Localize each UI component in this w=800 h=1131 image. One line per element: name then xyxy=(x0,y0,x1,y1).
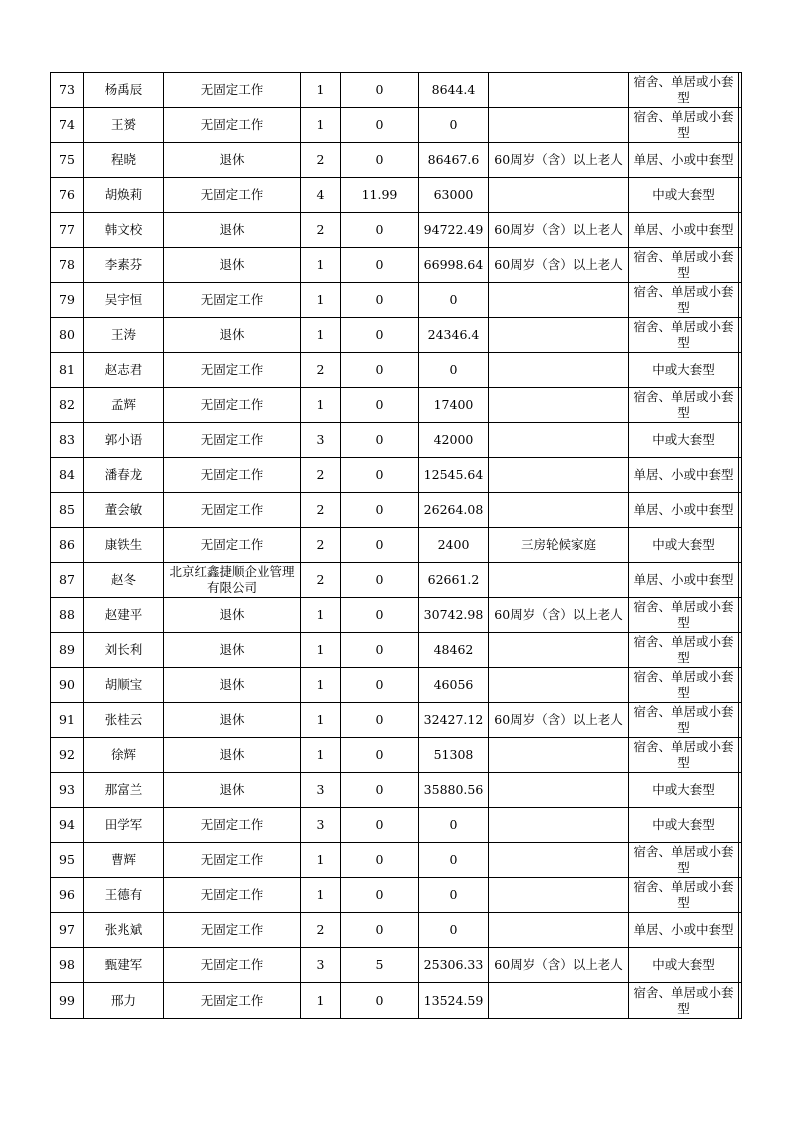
remarks-cell xyxy=(739,213,742,248)
row-number-cell: 87 xyxy=(51,563,84,598)
priority-note-cell xyxy=(489,668,629,703)
remarks-cell xyxy=(739,913,742,948)
table-row xyxy=(51,213,742,248)
remarks-cell xyxy=(739,773,742,808)
housing-type-cell: 单居、小或中套型 xyxy=(629,143,739,178)
household-members-cell: 1 xyxy=(301,983,341,1019)
applicant-name-cell: 邢力 xyxy=(84,983,164,1019)
housing-area-cell: 0 xyxy=(341,703,419,738)
row-number-cell: 85 xyxy=(51,493,84,528)
row-number-cell: 96 xyxy=(51,878,84,913)
applicant-name-cell: 刘长利 xyxy=(84,633,164,668)
housing-area-cell: 0 xyxy=(341,143,419,178)
row-number-cell: 98 xyxy=(51,948,84,983)
row-number-cell: 84 xyxy=(51,458,84,493)
priority-note-cell xyxy=(489,773,629,808)
annual-income-cell: 46056 xyxy=(419,668,489,703)
household-members-cell: 3 xyxy=(301,948,341,983)
row-number-cell: 73 xyxy=(51,73,84,108)
remarks-cell xyxy=(739,318,742,353)
employment-status-cell: 退休 xyxy=(164,248,301,283)
remarks-cell xyxy=(739,388,742,423)
housing-type-cell: 单居、小或中套型 xyxy=(629,563,739,598)
remarks-cell xyxy=(739,143,742,178)
table-row xyxy=(51,738,742,773)
applicant-name-cell: 赵志君 xyxy=(84,353,164,388)
remarks-cell xyxy=(739,598,742,633)
annual-income-cell: 2400 xyxy=(419,528,489,563)
remarks-cell xyxy=(739,843,742,878)
housing-area-cell: 0 xyxy=(341,738,419,773)
applicant-table xyxy=(50,72,742,1019)
housing-area-cell: 0 xyxy=(341,213,419,248)
row-number-cell: 95 xyxy=(51,843,84,878)
priority-note-cell xyxy=(489,458,629,493)
table-row xyxy=(51,563,742,598)
housing-type-cell: 中或大套型 xyxy=(629,178,739,213)
employment-status-cell: 退休 xyxy=(164,143,301,178)
housing-type-cell: 中或大套型 xyxy=(629,528,739,563)
row-number-cell: 80 xyxy=(51,318,84,353)
housing-area-cell: 11.99 xyxy=(341,178,419,213)
housing-type-cell: 单居、小或中套型 xyxy=(629,913,739,948)
applicant-name-cell: 徐辉 xyxy=(84,738,164,773)
priority-note-cell xyxy=(489,318,629,353)
household-members-cell: 3 xyxy=(301,808,341,843)
applicant-name-cell: 甄建军 xyxy=(84,948,164,983)
remarks-cell xyxy=(739,808,742,843)
housing-type-cell: 宿舍、单居或小套型 xyxy=(629,283,739,318)
housing-area-cell: 0 xyxy=(341,878,419,913)
household-members-cell: 1 xyxy=(301,283,341,318)
housing-type-cell: 宿舍、单居或小套型 xyxy=(629,668,739,703)
priority-note-cell xyxy=(489,738,629,773)
table-row xyxy=(51,878,742,913)
housing-area-cell: 0 xyxy=(341,598,419,633)
priority-note-cell: 60周岁（含）以上老人 xyxy=(489,703,629,738)
row-number-cell: 94 xyxy=(51,808,84,843)
annual-income-cell: 0 xyxy=(419,913,489,948)
employment-status-cell: 无固定工作 xyxy=(164,423,301,458)
table-row xyxy=(51,178,742,213)
household-members-cell: 1 xyxy=(301,703,341,738)
table-row xyxy=(51,108,742,143)
employment-status-cell: 无固定工作 xyxy=(164,948,301,983)
housing-area-cell: 0 xyxy=(341,108,419,143)
row-number-cell: 83 xyxy=(51,423,84,458)
housing-area-cell: 0 xyxy=(341,493,419,528)
employment-status-cell: 退休 xyxy=(164,703,301,738)
applicant-name-cell: 曹辉 xyxy=(84,843,164,878)
row-number-cell: 97 xyxy=(51,913,84,948)
table-row xyxy=(51,143,742,178)
annual-income-cell: 12545.64 xyxy=(419,458,489,493)
table-row xyxy=(51,388,742,423)
remarks-cell xyxy=(739,563,742,598)
employment-status-cell: 无固定工作 xyxy=(164,353,301,388)
remarks-cell xyxy=(739,248,742,283)
housing-type-cell: 单居、小或中套型 xyxy=(629,493,739,528)
housing-area-cell: 0 xyxy=(341,73,419,108)
employment-status-cell: 无固定工作 xyxy=(164,458,301,493)
housing-type-cell: 宿舍、单居或小套型 xyxy=(629,598,739,633)
employment-status-cell: 退休 xyxy=(164,668,301,703)
table-row xyxy=(51,808,742,843)
remarks-cell xyxy=(739,108,742,143)
housing-area-cell: 0 xyxy=(341,353,419,388)
household-members-cell: 2 xyxy=(301,563,341,598)
employment-status-cell: 无固定工作 xyxy=(164,73,301,108)
table-row xyxy=(51,668,742,703)
housing-area-cell: 0 xyxy=(341,423,419,458)
housing-type-cell: 宿舍、单居或小套型 xyxy=(629,738,739,773)
housing-area-cell: 0 xyxy=(341,318,419,353)
annual-income-cell: 0 xyxy=(419,283,489,318)
household-members-cell: 1 xyxy=(301,108,341,143)
housing-type-cell: 宿舍、单居或小套型 xyxy=(629,878,739,913)
housing-type-cell: 宿舍、单居或小套型 xyxy=(629,633,739,668)
annual-income-cell: 94722.49 xyxy=(419,213,489,248)
table-row xyxy=(51,493,742,528)
applicant-name-cell: 王赟 xyxy=(84,108,164,143)
housing-type-cell: 单居、小或中套型 xyxy=(629,213,739,248)
applicant-name-cell: 孟辉 xyxy=(84,388,164,423)
household-members-cell: 2 xyxy=(301,143,341,178)
row-number-cell: 86 xyxy=(51,528,84,563)
applicant-name-cell: 吴宇恒 xyxy=(84,283,164,318)
row-number-cell: 81 xyxy=(51,353,84,388)
annual-income-cell: 13524.59 xyxy=(419,983,489,1019)
housing-area-cell: 0 xyxy=(341,913,419,948)
housing-type-cell: 宿舍、单居或小套型 xyxy=(629,108,739,143)
applicant-name-cell: 潘春龙 xyxy=(84,458,164,493)
household-members-cell: 1 xyxy=(301,633,341,668)
household-members-cell: 1 xyxy=(301,668,341,703)
housing-area-cell: 0 xyxy=(341,563,419,598)
row-number-cell: 74 xyxy=(51,108,84,143)
household-members-cell: 2 xyxy=(301,493,341,528)
annual-income-cell: 24346.4 xyxy=(419,318,489,353)
applicant-name-cell: 郭小语 xyxy=(84,423,164,458)
table-body xyxy=(51,73,742,1019)
employment-status-cell: 无固定工作 xyxy=(164,983,301,1019)
applicant-name-cell: 胡焕莉 xyxy=(84,178,164,213)
housing-area-cell: 0 xyxy=(341,773,419,808)
priority-note-cell xyxy=(489,913,629,948)
priority-note-cell xyxy=(489,353,629,388)
remarks-cell xyxy=(739,528,742,563)
housing-area-cell: 0 xyxy=(341,668,419,703)
household-members-cell: 1 xyxy=(301,878,341,913)
priority-note-cell: 60周岁（含）以上老人 xyxy=(489,598,629,633)
annual-income-cell: 0 xyxy=(419,843,489,878)
housing-type-cell: 中或大套型 xyxy=(629,353,739,388)
annual-income-cell: 51308 xyxy=(419,738,489,773)
table-row xyxy=(51,598,742,633)
table-row xyxy=(51,73,742,108)
housing-type-cell: 中或大套型 xyxy=(629,423,739,458)
annual-income-cell: 30742.98 xyxy=(419,598,489,633)
applicant-name-cell: 康铁生 xyxy=(84,528,164,563)
priority-note-cell: 60周岁（含）以上老人 xyxy=(489,248,629,283)
annual-income-cell: 25306.33 xyxy=(419,948,489,983)
annual-income-cell: 48462 xyxy=(419,633,489,668)
housing-area-cell: 0 xyxy=(341,843,419,878)
applicant-name-cell: 胡顺宝 xyxy=(84,668,164,703)
household-members-cell: 1 xyxy=(301,388,341,423)
remarks-cell xyxy=(739,633,742,668)
row-number-cell: 82 xyxy=(51,388,84,423)
priority-note-cell: 60周岁（含）以上老人 xyxy=(489,213,629,248)
housing-type-cell: 宿舍、单居或小套型 xyxy=(629,983,739,1019)
housing-type-cell: 单居、小或中套型 xyxy=(629,458,739,493)
housing-area-cell: 0 xyxy=(341,283,419,318)
employment-status-cell: 无固定工作 xyxy=(164,878,301,913)
household-members-cell: 1 xyxy=(301,843,341,878)
applicant-name-cell: 杨禹辰 xyxy=(84,73,164,108)
applicant-name-cell: 王德有 xyxy=(84,878,164,913)
row-number-cell: 93 xyxy=(51,773,84,808)
annual-income-cell: 86467.6 xyxy=(419,143,489,178)
employment-status-cell: 退休 xyxy=(164,773,301,808)
remarks-cell xyxy=(739,703,742,738)
employment-status-cell: 无固定工作 xyxy=(164,108,301,143)
table-row xyxy=(51,913,742,948)
remarks-cell xyxy=(739,283,742,318)
table-row xyxy=(51,458,742,493)
priority-note-cell xyxy=(489,843,629,878)
row-number-cell: 90 xyxy=(51,668,84,703)
table-row xyxy=(51,353,742,388)
employment-status-cell: 无固定工作 xyxy=(164,843,301,878)
household-members-cell: 2 xyxy=(301,528,341,563)
priority-note-cell: 60周岁（含）以上老人 xyxy=(489,143,629,178)
row-number-cell: 91 xyxy=(51,703,84,738)
annual-income-cell: 35880.56 xyxy=(419,773,489,808)
household-members-cell: 1 xyxy=(301,598,341,633)
housing-type-cell: 宿舍、单居或小套型 xyxy=(629,703,739,738)
priority-note-cell xyxy=(489,108,629,143)
remarks-cell xyxy=(739,458,742,493)
priority-note-cell xyxy=(489,388,629,423)
remarks-cell xyxy=(739,73,742,108)
row-number-cell: 76 xyxy=(51,178,84,213)
remarks-cell xyxy=(739,423,742,458)
annual-income-cell: 0 xyxy=(419,878,489,913)
applicant-name-cell: 赵冬 xyxy=(84,563,164,598)
housing-area-cell: 5 xyxy=(341,948,419,983)
priority-note-cell: 60周岁（含）以上老人 xyxy=(489,948,629,983)
housing-area-cell: 0 xyxy=(341,983,419,1019)
housing-type-cell: 中或大套型 xyxy=(629,948,739,983)
employment-status-cell: 北京红鑫捷顺企业管理有限公司 xyxy=(164,563,301,598)
remarks-cell xyxy=(739,738,742,773)
annual-income-cell: 0 xyxy=(419,108,489,143)
employment-status-cell: 退休 xyxy=(164,633,301,668)
row-number-cell: 99 xyxy=(51,983,84,1019)
applicant-name-cell: 董会敏 xyxy=(84,493,164,528)
remarks-cell xyxy=(739,878,742,913)
housing-area-cell: 0 xyxy=(341,808,419,843)
housing-type-cell: 宿舍、单居或小套型 xyxy=(629,248,739,283)
priority-note-cell xyxy=(489,563,629,598)
employment-status-cell: 无固定工作 xyxy=(164,283,301,318)
employment-status-cell: 退休 xyxy=(164,213,301,248)
remarks-cell xyxy=(739,353,742,388)
household-members-cell: 2 xyxy=(301,213,341,248)
employment-status-cell: 无固定工作 xyxy=(164,528,301,563)
household-members-cell: 1 xyxy=(301,73,341,108)
household-members-cell: 2 xyxy=(301,353,341,388)
table-row xyxy=(51,773,742,808)
employment-status-cell: 退休 xyxy=(164,738,301,773)
table-row xyxy=(51,703,742,738)
row-number-cell: 78 xyxy=(51,248,84,283)
table-row xyxy=(51,948,742,983)
household-members-cell: 3 xyxy=(301,423,341,458)
row-number-cell: 89 xyxy=(51,633,84,668)
applicant-name-cell: 王涛 xyxy=(84,318,164,353)
applicant-name-cell: 张桂云 xyxy=(84,703,164,738)
annual-income-cell: 62661.2 xyxy=(419,563,489,598)
priority-note-cell xyxy=(489,808,629,843)
housing-type-cell: 中或大套型 xyxy=(629,773,739,808)
household-members-cell: 2 xyxy=(301,913,341,948)
household-members-cell: 2 xyxy=(301,458,341,493)
priority-note-cell xyxy=(489,878,629,913)
remarks-cell xyxy=(739,668,742,703)
annual-income-cell: 8644.4 xyxy=(419,73,489,108)
annual-income-cell: 42000 xyxy=(419,423,489,458)
table-row xyxy=(51,843,742,878)
housing-type-cell: 中或大套型 xyxy=(629,808,739,843)
table-row xyxy=(51,248,742,283)
table-row xyxy=(51,528,742,563)
household-members-cell: 1 xyxy=(301,738,341,773)
employment-status-cell: 退休 xyxy=(164,598,301,633)
employment-status-cell: 无固定工作 xyxy=(164,178,301,213)
housing-area-cell: 0 xyxy=(341,388,419,423)
annual-income-cell: 66998.64 xyxy=(419,248,489,283)
table-row xyxy=(51,633,742,668)
row-number-cell: 75 xyxy=(51,143,84,178)
remarks-cell xyxy=(739,948,742,983)
household-members-cell: 3 xyxy=(301,773,341,808)
applicant-name-cell: 那富兰 xyxy=(84,773,164,808)
housing-area-cell: 0 xyxy=(341,528,419,563)
row-number-cell: 92 xyxy=(51,738,84,773)
housing-area-cell: 0 xyxy=(341,458,419,493)
annual-income-cell: 17400 xyxy=(419,388,489,423)
housing-type-cell: 宿舍、单居或小套型 xyxy=(629,73,739,108)
household-members-cell: 1 xyxy=(301,248,341,283)
applicant-name-cell: 赵建平 xyxy=(84,598,164,633)
row-number-cell: 88 xyxy=(51,598,84,633)
employment-status-cell: 无固定工作 xyxy=(164,493,301,528)
applicant-name-cell: 韩文校 xyxy=(84,213,164,248)
remarks-cell xyxy=(739,493,742,528)
applicant-name-cell: 田学军 xyxy=(84,808,164,843)
housing-type-cell: 宿舍、单居或小套型 xyxy=(629,843,739,878)
table-row xyxy=(51,283,742,318)
applicant-name-cell: 张兆斌 xyxy=(84,913,164,948)
employment-status-cell: 无固定工作 xyxy=(164,808,301,843)
table-row xyxy=(51,983,742,1019)
remarks-cell xyxy=(739,983,742,1019)
table-row xyxy=(51,423,742,458)
housing-area-cell: 0 xyxy=(341,633,419,668)
housing-area-cell: 0 xyxy=(341,248,419,283)
household-members-cell: 1 xyxy=(301,318,341,353)
housing-type-cell: 宿舍、单居或小套型 xyxy=(629,318,739,353)
annual-income-cell: 26264.08 xyxy=(419,493,489,528)
household-members-cell: 4 xyxy=(301,178,341,213)
priority-note-cell xyxy=(489,633,629,668)
priority-note-cell xyxy=(489,178,629,213)
annual-income-cell: 0 xyxy=(419,808,489,843)
housing-type-cell: 宿舍、单居或小套型 xyxy=(629,388,739,423)
applicant-name-cell: 李素芬 xyxy=(84,248,164,283)
remarks-cell xyxy=(739,178,742,213)
row-number-cell: 77 xyxy=(51,213,84,248)
applicant-name-cell: 程晓 xyxy=(84,143,164,178)
employment-status-cell: 无固定工作 xyxy=(164,913,301,948)
employment-status-cell: 无固定工作 xyxy=(164,388,301,423)
priority-note-cell xyxy=(489,423,629,458)
employment-status-cell: 退休 xyxy=(164,318,301,353)
priority-note-cell xyxy=(489,983,629,1019)
priority-note-cell xyxy=(489,73,629,108)
priority-note-cell xyxy=(489,493,629,528)
row-number-cell: 79 xyxy=(51,283,84,318)
table-row xyxy=(51,318,742,353)
annual-income-cell: 32427.12 xyxy=(419,703,489,738)
priority-note-cell xyxy=(489,283,629,318)
priority-note-cell: 三房轮候家庭 xyxy=(489,528,629,563)
annual-income-cell: 63000 xyxy=(419,178,489,213)
annual-income-cell: 0 xyxy=(419,353,489,388)
